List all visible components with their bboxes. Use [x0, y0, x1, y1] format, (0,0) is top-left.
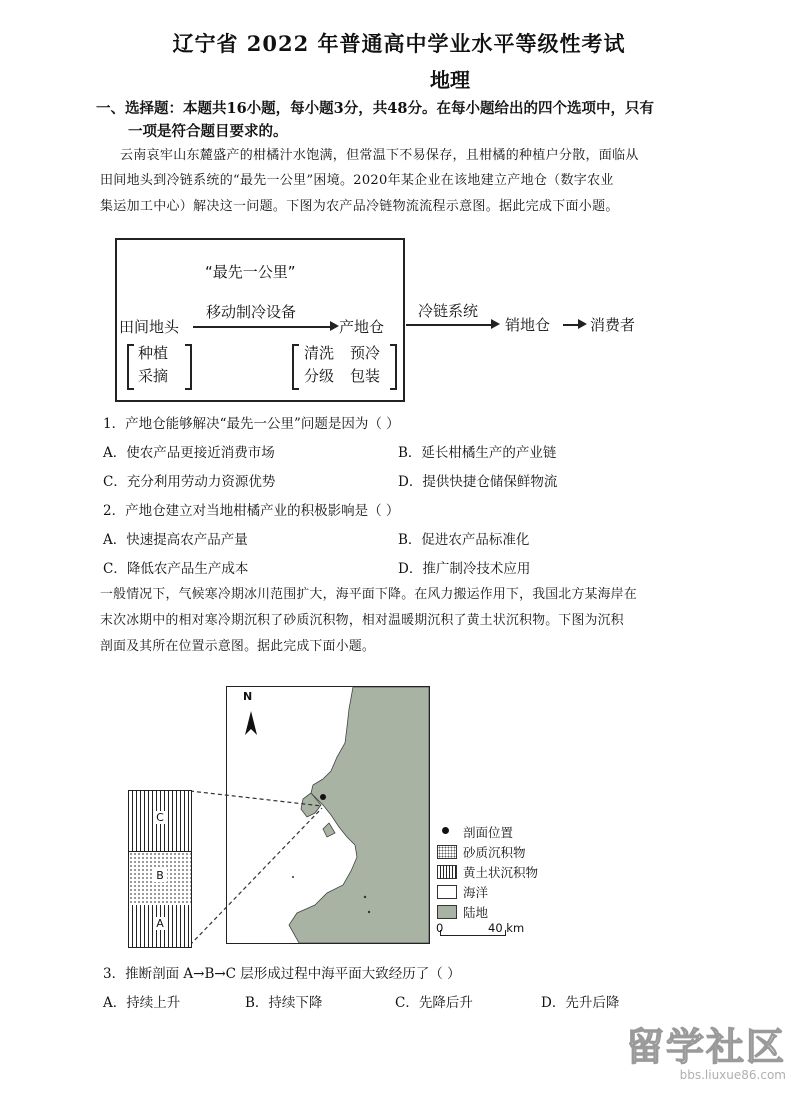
exam-title: 辽宁省 2022 年普通高中学业水平等级性考试: [172, 31, 626, 56]
section-heading-line1: 一、选择题：本题共16小题，每小题3分，共48分。在每小题给出的四个选项中，只有: [96, 100, 654, 117]
flow-arrowhead-1: [330, 321, 339, 331]
north-label: N: [243, 690, 253, 703]
passage1-line1: 云南哀牢山东麓盛产的柑橘汁水饱满，但常温下不易保存，且柑橘的种植户分散，面临从: [120, 148, 639, 163]
q3-stem: 3．推断剖面 A→B→C 层形成过程中海平面大致经历了（ ）: [103, 966, 461, 982]
scale-zero: 0: [436, 921, 444, 935]
section-heading-line2: 一项是符合题目要求的。: [128, 123, 288, 140]
watermark-url: bbs.liuxue86.com: [679, 1068, 786, 1082]
watermark-brand: 留学社区: [625, 1025, 786, 1069]
flow-arrowhead-3: [578, 319, 587, 329]
layer-c-label: C: [153, 811, 167, 824]
passage2-line2: 末次冰期中的相对寒冷期沉积了砂质沉积物，相对温暖期沉积了黄土状沉积物。下图为沉积: [100, 613, 624, 628]
flow-arrow-3: [563, 324, 579, 326]
section-heading: [96, 97, 704, 143]
q2-option-a[interactable]: A．快速提高农产品产量: [103, 532, 248, 548]
connector-lines: [190, 790, 330, 950]
legend-label-profile: 剖面位置: [463, 825, 514, 840]
flow-sales: 销地仓: [505, 316, 551, 334]
north-arrow-icon: [245, 711, 257, 735]
legend-dot-icon: [442, 827, 449, 834]
flow-arrow-1: [193, 326, 331, 328]
section-column: [128, 790, 192, 948]
legend-sea-swatch: [437, 885, 457, 899]
flow-warehouse: 产地仓: [339, 318, 385, 336]
bracket-left-field: [127, 344, 134, 390]
flow-arrow-2: [406, 324, 492, 326]
q3-option-c[interactable]: C．先降后升: [395, 995, 473, 1011]
flow-field: 田间地头: [119, 318, 180, 336]
connector-top: [190, 791, 322, 806]
q1-option-a[interactable]: A．使农产品更接近消费市场: [103, 445, 275, 461]
bracket-right-field: [185, 344, 192, 390]
q1-option-d[interactable]: D．提供快捷仓储保鲜物流: [398, 474, 558, 490]
flow-consumer: 消费者: [590, 316, 636, 334]
passage2-line3: 剖面及其所在位置示意图。据此完成下面小题。: [100, 639, 376, 654]
flow-grade: 分级: [304, 367, 335, 385]
passage2-line1: 一般情况下，气候寒冷期冰川范围扩大，海平面下降。在风力搬运作用下，我国北方某海岸在: [100, 587, 637, 602]
connector-bottom: [190, 808, 322, 945]
q1-option-c[interactable]: C．充分利用劳动力资源优势: [103, 474, 276, 490]
flow-move-label: 移动制冷设备: [206, 303, 297, 321]
bracket-left-warehouse: [292, 344, 299, 390]
legend-label-sea: 海洋: [463, 885, 489, 900]
q2-stem: 2．产地仓建立对当地柑橘产业的积极影响是（ ）: [103, 503, 400, 519]
layer-b-label: B: [153, 869, 167, 882]
q1-stem: 1．产地仓能够解决“最先一公里”问题是因为（ ）: [103, 416, 400, 432]
q1-option-b[interactable]: B．延长柑橘生产的产业链: [398, 445, 557, 461]
exam-subject: 地理: [430, 68, 470, 92]
passage1-line3: 集运加工中心）解决这一问题。下图为农产品冷链物流流程示意图。据此完成下面小题。: [100, 199, 619, 214]
flow-cold-chain: 冷链系统: [418, 302, 479, 320]
q3-option-d[interactable]: D．先升后降: [541, 995, 620, 1011]
flow-precool: 预冷: [350, 344, 381, 362]
legend-land-swatch: [437, 905, 457, 919]
legend-sand-swatch: [437, 845, 457, 859]
q3-option-b[interactable]: B．持续下降: [245, 995, 323, 1011]
q2-option-b[interactable]: B．促进农产品标准化: [398, 532, 530, 548]
flow-arrowhead-2: [491, 319, 500, 329]
legend-loess-swatch: [437, 865, 457, 879]
flow-wash: 清洗: [304, 344, 335, 362]
legend-label-land: 陆地: [463, 905, 489, 920]
islet-1: [364, 896, 366, 898]
q2-option-c[interactable]: C．降低农产品生产成本: [103, 561, 249, 577]
scale-distance: 40 km: [488, 921, 525, 935]
flow-quote-label: “最先一公里”: [205, 263, 296, 281]
flow-pack: 包装: [350, 367, 381, 385]
flow-plant: 种植: [138, 344, 169, 362]
flow-pick: 采摘: [138, 367, 169, 385]
q2-option-d[interactable]: D．推广制冷技术应用: [398, 561, 531, 577]
passage1-line2: 田间地头到冷链系统的“最先一公里”困境。2020年某企业在该地建立产地仓（数字农业: [100, 173, 614, 188]
watermark: [626, 1026, 786, 1082]
legend-label-sand: 砂质沉积物: [463, 845, 526, 860]
bracket-right-warehouse: [390, 344, 397, 390]
legend-label-loess: 黄土状沉积物: [463, 865, 539, 880]
q3-option-a[interactable]: A．持续上升: [103, 995, 181, 1011]
layer-a-label: A: [153, 917, 167, 930]
islet-2: [368, 911, 370, 913]
